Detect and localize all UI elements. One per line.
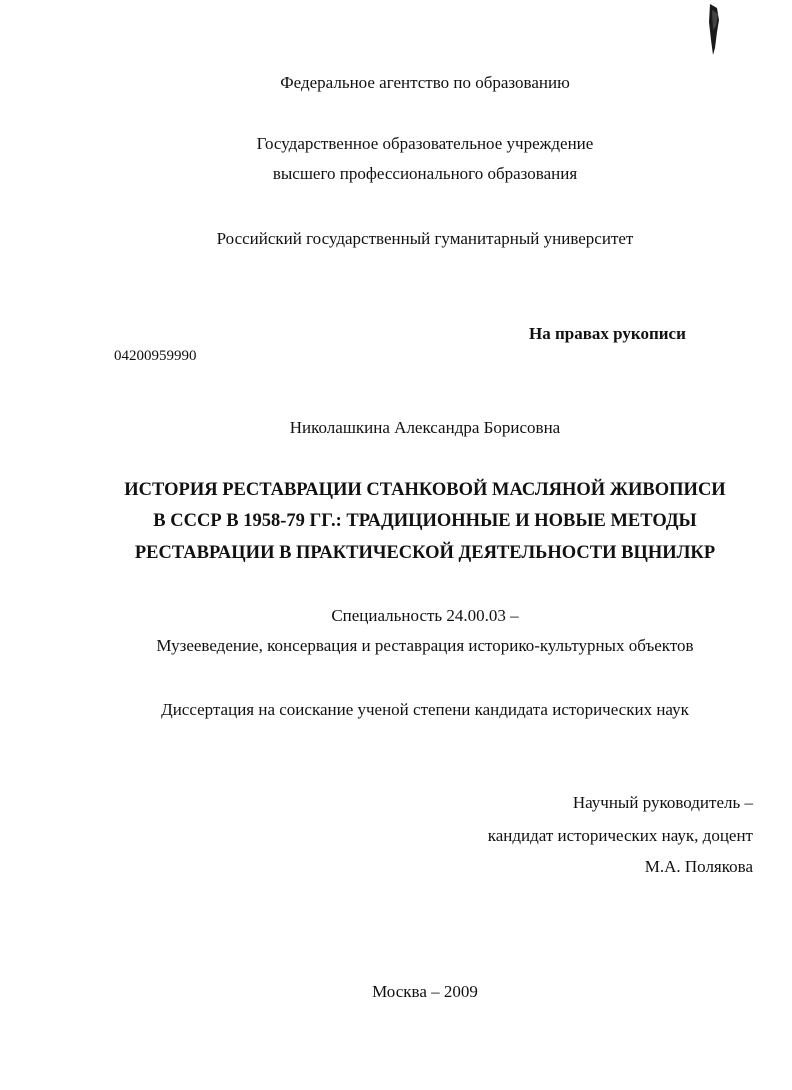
specialty-code: Специальность 24.00.03 – — [331, 606, 519, 625]
city-year: Москва – 2009 — [372, 982, 478, 1001]
institution-line2: высшего профессионального образования — [272, 164, 578, 183]
supervisor-degree: кандидат исторических наук, доцент — [487, 826, 753, 845]
ink-mark-icon — [700, 0, 730, 60]
supervisor-name: М.А. Полякова — [644, 857, 753, 876]
manuscript-note: На правах рукописи — [529, 324, 686, 343]
university-name: Российский государственный гуманитарный университет — [216, 229, 634, 248]
supervisor-role: Научный руководитель – — [572, 793, 753, 812]
catalog-number: 04200959990 — [114, 348, 197, 364]
author-name: Николашкина Александра Борисовна — [289, 418, 561, 437]
title-line2: В СССР В 1958-79 ГГ.: ТРАДИЦИОННЫЕ И НОВЫЕ МЕТОДЫ — [153, 511, 697, 531]
dissertation-degree: Диссертация на соискание ученой степени кандидата исторических наук — [161, 700, 689, 719]
institution-line1: Государственное образовательное учреждение — [256, 134, 594, 153]
title-line1: ИСТОРИЯ РЕСТАВРАЦИИ СТАНКОВОЙ МАСЛЯНОЙ ЖИВОПИСИ — [124, 480, 726, 500]
agency-heading: Федеральное агентство по образованию — [280, 73, 570, 92]
specialty-name: Музееведение, консервация и реставрация историко-культурных объектов — [156, 636, 694, 655]
title-line3: РЕСТАВРАЦИИ В ПРАКТИЧЕСКОЙ ДЕЯТЕЛЬНОСТИ ВЦНИЛКР — [134, 543, 716, 563]
